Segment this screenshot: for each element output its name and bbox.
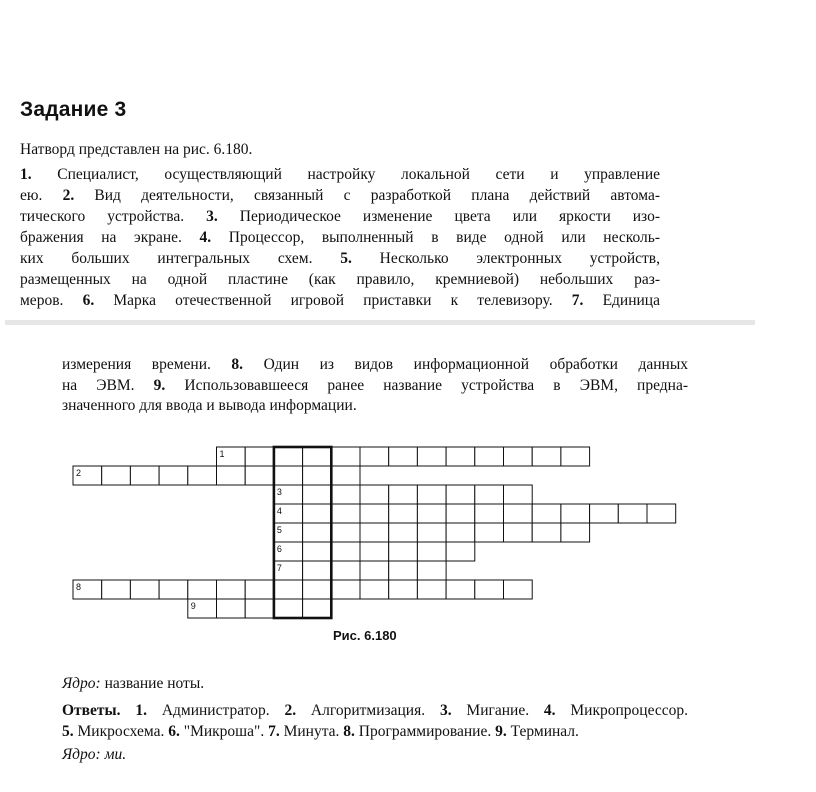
crossword-cell <box>389 523 418 542</box>
crossword-cell <box>303 599 332 618</box>
crossword-cell <box>303 504 332 523</box>
text-run: Администратор. <box>146 702 285 719</box>
crossword-cell <box>446 447 475 466</box>
crossword-cell <box>274 580 303 599</box>
crossword-cell <box>389 485 418 504</box>
crossword-cell <box>475 447 504 466</box>
crossword-cell <box>102 466 131 485</box>
crossword-cell <box>360 561 389 580</box>
text-run: Периодическое изменение цвета или яркости изо- <box>217 208 660 225</box>
crossword-cell <box>475 523 504 542</box>
crossword-cell <box>389 580 418 599</box>
crossword-cell <box>360 504 389 523</box>
crossword-cell <box>331 485 360 504</box>
clue-number: 4 <box>276 506 282 516</box>
crossword-cell <box>446 542 475 561</box>
text-run: Процессор, выполненный в виде одной или несколь- <box>211 229 660 246</box>
crossword-cell <box>446 504 475 523</box>
clue-number: 1 <box>219 449 225 459</box>
crossword-cell <box>446 485 475 504</box>
crossword-cell <box>331 561 360 580</box>
bold-run: 8. <box>343 723 355 740</box>
clue-number: 7 <box>276 563 282 573</box>
crossword-cell <box>303 561 332 580</box>
bold-run: 4. <box>543 702 556 719</box>
bold-run: 3. <box>206 208 218 225</box>
crossword-cell <box>274 599 303 618</box>
crossword-cell <box>130 580 159 599</box>
bold-run: 3. <box>439 702 452 719</box>
crossword-cell <box>274 466 303 485</box>
crossword-cell <box>102 580 131 599</box>
bold-run: 7. <box>571 292 584 309</box>
crossword-cell <box>159 466 188 485</box>
crossword-cell <box>504 523 533 542</box>
crossword-cell <box>504 485 533 504</box>
crossword-cell <box>360 485 389 504</box>
clue-number: 8 <box>76 582 82 592</box>
crossword-cell <box>417 523 446 542</box>
crossword-cell <box>245 447 274 466</box>
bold-run: Ответы. <box>62 702 121 719</box>
text-run: Программирование. <box>354 723 496 740</box>
core-prompt-text: название ноты. <box>100 675 205 692</box>
crossword-cell <box>274 447 303 466</box>
bold-run: 6. <box>168 723 180 740</box>
crossword-cell <box>561 504 590 523</box>
bold-run: 5. <box>340 250 352 267</box>
text-run: бражения на экране. <box>20 229 200 246</box>
text-run: Алгоритмизация. <box>296 702 440 719</box>
crossword-cell <box>245 599 274 618</box>
crossword-cell <box>417 447 446 466</box>
text-line <box>62 721 688 742</box>
crossword-cell <box>331 504 360 523</box>
text-run: измерения времени. <box>62 356 232 373</box>
text-run: Вид деятельности, связанный с разработкой плана действий автома- <box>74 187 661 204</box>
crossword-cell <box>188 466 217 485</box>
bold-run: 8. <box>231 356 244 373</box>
crossword-cell <box>245 580 274 599</box>
crossword-cell <box>130 466 159 485</box>
crossword-cell <box>331 542 360 561</box>
crossword-cell <box>217 580 246 599</box>
bold-run: 2. <box>284 702 297 719</box>
text-run: размещенных на одной пластине (как правило, кремниевой) небольших раз- <box>20 271 660 288</box>
crossword-cell <box>446 523 475 542</box>
bold-run: 9. <box>495 723 507 740</box>
text-run: на ЭВМ. <box>62 376 154 394</box>
crossword-cell <box>303 485 332 504</box>
bold-run: 7. <box>268 723 280 740</box>
crossword-cell <box>217 599 246 618</box>
crossword-cell <box>417 485 446 504</box>
text-run: Специалист, осуществляющий настройку локальной сети и управление <box>31 166 660 183</box>
crossword-cell <box>647 504 676 523</box>
crossword-cell <box>188 580 217 599</box>
clue-number: 5 <box>276 525 282 535</box>
crossword-cell <box>504 447 533 466</box>
text-run: Микросхема. <box>73 723 169 740</box>
text-run: значенного для ввода и вывода информации. <box>62 397 357 414</box>
clue-number: 3 <box>276 487 282 497</box>
crossword-cell <box>504 580 533 599</box>
crossword-cell <box>303 447 332 466</box>
text-run: Терминал. <box>506 723 579 740</box>
text-run: Один из видов информационной обработки данных <box>243 356 688 373</box>
crossword-cell <box>504 504 533 523</box>
crossword-cell <box>360 580 389 599</box>
text-run: ких больших интегральных схем. <box>20 250 341 267</box>
bold-run: 9. <box>153 376 166 394</box>
crossword-cell <box>331 523 360 542</box>
crossword-cell <box>389 561 418 580</box>
crossword-cell <box>475 580 504 599</box>
crossword-cell <box>303 523 332 542</box>
crossword-cell <box>303 466 332 485</box>
core-answer-label: Ядро: <box>62 746 101 763</box>
crossword-cell <box>360 447 389 466</box>
text-run: Минута. <box>279 723 344 740</box>
bold-run: 4. <box>199 229 212 246</box>
text-run: Использовавшееся ранее название устройства в ЭВМ, предна- <box>165 376 689 394</box>
core-answer <box>62 746 126 764</box>
task-title: Задание 3 <box>20 98 127 121</box>
crossword-cell <box>217 466 246 485</box>
text-run: меров. <box>20 292 83 309</box>
text-run: Несколько электронных устройств, <box>351 250 660 267</box>
text-run: тического устройства. <box>20 208 207 225</box>
text-run <box>121 702 136 719</box>
crossword-cell <box>389 447 418 466</box>
crossword-cell <box>303 580 332 599</box>
bold-run: 2. <box>62 187 75 204</box>
bold-run: 1. <box>20 166 32 183</box>
crossword-cell <box>446 580 475 599</box>
intro-text: Натворд представлен на рис. 6.180. <box>20 141 253 158</box>
crossword-cell <box>417 504 446 523</box>
crossword-cell <box>360 523 389 542</box>
bold-run: 6. <box>82 292 95 309</box>
crossword-cell <box>618 504 647 523</box>
crossword-cell <box>417 561 446 580</box>
clue-number: 6 <box>276 544 282 554</box>
crossword-cell <box>417 542 446 561</box>
crossword-cell <box>303 542 332 561</box>
crossword-cell <box>417 580 446 599</box>
text-run: Марка отечественной игровой приставки к телевизору. <box>94 292 572 309</box>
crossword-cell <box>532 504 561 523</box>
bold-run: 5. <box>62 723 74 740</box>
text-run: ею. <box>20 187 63 204</box>
core-prompt-label: Ядро: <box>62 675 101 692</box>
crossword-cell <box>331 580 360 599</box>
crossword-cell <box>360 542 389 561</box>
crossword-cell <box>475 485 504 504</box>
figure-caption: Рис. 6.180 <box>333 628 397 643</box>
crossword-cell <box>389 504 418 523</box>
clue-number: 9 <box>190 601 196 611</box>
crossword-cell <box>159 580 188 599</box>
crossword-cell <box>590 504 619 523</box>
answers-block <box>62 700 688 742</box>
crossword-cell <box>561 523 590 542</box>
text-run: Мигание. <box>451 702 544 719</box>
crossword-cell <box>532 523 561 542</box>
text-run: Единица <box>583 292 660 309</box>
clue-number: 2 <box>76 468 82 478</box>
crossword-cell <box>561 447 590 466</box>
crossword-cell <box>245 466 274 485</box>
crossword-cell <box>331 447 360 466</box>
crossword-cell <box>389 542 418 561</box>
text-line <box>62 700 688 721</box>
bold-run: 1. <box>135 702 147 719</box>
crossword-cell <box>475 504 504 523</box>
crossword-cell <box>532 447 561 466</box>
crossword-cell <box>331 466 360 485</box>
core-prompt <box>62 675 204 693</box>
text-run: Микропроцессор. <box>555 702 688 719</box>
core-answer-text: ми. <box>100 746 127 763</box>
text-run: "Микроша". <box>179 723 269 740</box>
